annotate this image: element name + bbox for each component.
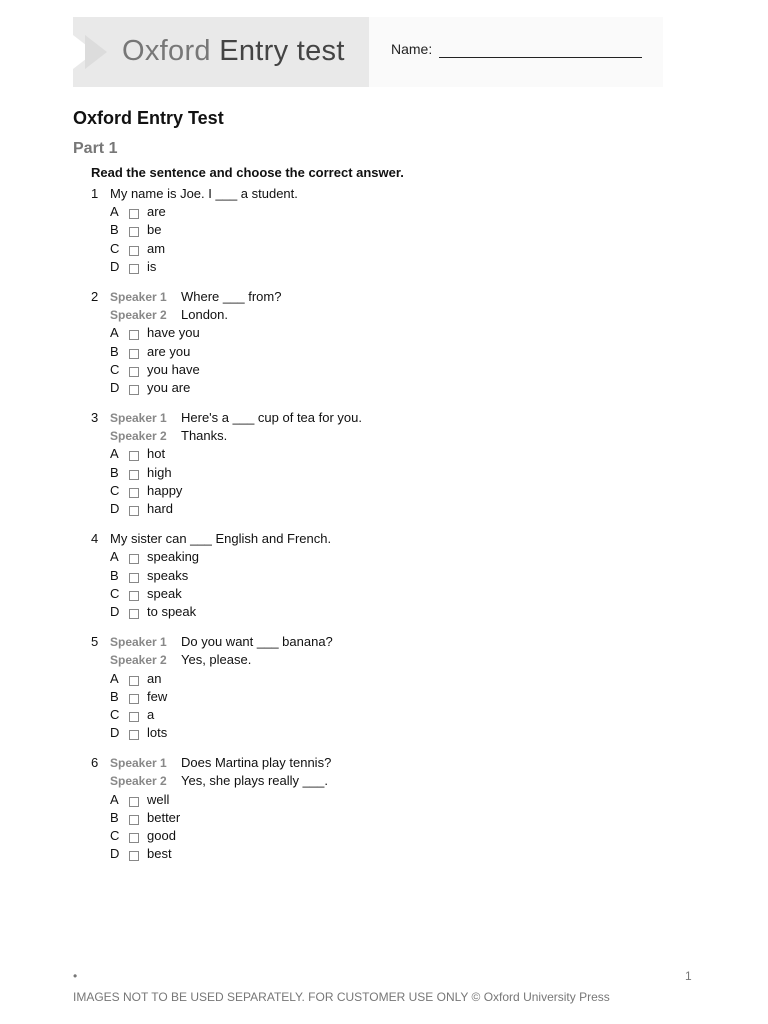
- option-checkbox[interactable]: [129, 246, 139, 256]
- answer-option[interactable]: [91, 548, 711, 566]
- option-letter: B: [110, 343, 119, 359]
- option-letter: B: [110, 222, 119, 238]
- question-line: [91, 288, 711, 306]
- answer-option[interactable]: [91, 827, 711, 845]
- answer-option[interactable]: [91, 379, 711, 397]
- option-letter: B: [110, 688, 119, 704]
- speaker-label: Speaker 1: [110, 289, 167, 304]
- option-letter: A: [110, 325, 119, 341]
- brand-banner: [73, 17, 369, 87]
- option-checkbox[interactable]: [129, 506, 139, 516]
- question-line: [91, 409, 711, 427]
- option-checkbox[interactable]: [129, 851, 139, 861]
- option-checkbox[interactable]: [129, 676, 139, 686]
- option-checkbox[interactable]: [129, 470, 139, 480]
- option-text: is: [147, 258, 157, 274]
- question-number: 5: [91, 634, 99, 650]
- speaker-line: London.: [181, 307, 228, 323]
- question-line: [91, 530, 711, 548]
- option-text: to speak: [147, 603, 197, 619]
- option-letter: D: [110, 258, 120, 274]
- answer-option[interactable]: [91, 361, 711, 379]
- option-checkbox[interactable]: [129, 609, 139, 619]
- answer-option[interactable]: [91, 688, 711, 706]
- option-letter: A: [110, 446, 119, 462]
- question-stem: My sister can ___ English and French.: [110, 531, 332, 547]
- question-item: [91, 288, 711, 397]
- answer-option[interactable]: [91, 203, 711, 221]
- option-letter: B: [110, 809, 119, 825]
- option-checkbox[interactable]: [129, 227, 139, 237]
- question-number: 1: [91, 186, 99, 201]
- question-number: 6: [91, 755, 99, 771]
- option-text: are: [147, 204, 166, 220]
- name-input-line[interactable]: [439, 57, 642, 58]
- part-heading: Part 1: [73, 140, 118, 157]
- question-line: [91, 185, 711, 203]
- answer-option[interactable]: [91, 258, 711, 276]
- question-number: 3: [91, 410, 99, 426]
- question-number: 4: [91, 531, 99, 547]
- question-line: [91, 754, 711, 772]
- option-text: a: [147, 706, 155, 722]
- question-item: [91, 185, 711, 276]
- option-text: hot: [147, 446, 166, 462]
- option-text: well: [147, 791, 170, 807]
- answer-option[interactable]: [91, 221, 711, 239]
- instruction-text: Read the sentence and choose the correct answer.: [91, 165, 404, 180]
- speaker-line: Yes, she plays really ___.: [181, 773, 328, 789]
- answer-option[interactable]: [91, 240, 711, 258]
- option-text: speak: [147, 585, 182, 601]
- option-letter: A: [110, 549, 119, 565]
- question-line: [91, 633, 711, 651]
- option-letter: A: [110, 791, 119, 807]
- question-item: [91, 633, 711, 742]
- option-checkbox[interactable]: [129, 209, 139, 219]
- speaker-label: Speaker 2: [110, 653, 167, 668]
- question-item: [91, 754, 711, 863]
- answer-option[interactable]: [91, 809, 711, 827]
- question-stem: My name is Joe. I ___ a student.: [110, 186, 298, 201]
- speaker-line: Do you want ___ banana?: [181, 634, 333, 650]
- answer-option[interactable]: [91, 567, 711, 585]
- option-checkbox[interactable]: [129, 815, 139, 825]
- option-text: good: [147, 828, 176, 843]
- name-label: Name:: [391, 41, 433, 57]
- page-title: Oxford Entry Test: [73, 108, 224, 128]
- option-letter: A: [110, 204, 119, 220]
- answer-option[interactable]: [91, 445, 711, 463]
- brand-title-part1: Oxford: [122, 35, 211, 67]
- answer-option[interactable]: [91, 464, 711, 482]
- question-item: [91, 530, 711, 621]
- answer-option[interactable]: [91, 343, 711, 361]
- footer-bullet: •: [73, 969, 78, 983]
- question-line: [91, 427, 711, 445]
- option-letter: C: [110, 828, 120, 843]
- answer-option[interactable]: [91, 706, 711, 724]
- option-checkbox[interactable]: [129, 349, 139, 359]
- speaker-label: Speaker 1: [110, 411, 167, 426]
- speaker-label: Speaker 2: [110, 774, 167, 789]
- speaker-line: Thanks.: [181, 428, 228, 444]
- option-text: have you: [147, 325, 200, 341]
- document-header: [73, 17, 663, 87]
- question-number: 2: [91, 288, 99, 304]
- option-checkbox[interactable]: [129, 712, 139, 722]
- option-letter: D: [110, 846, 120, 862]
- answer-option[interactable]: [91, 585, 711, 603]
- option-checkbox[interactable]: [129, 385, 139, 395]
- brand-title: [122, 33, 345, 69]
- option-text: speaks: [147, 567, 189, 583]
- speaker-label: Speaker 1: [110, 756, 167, 771]
- option-text: you are: [147, 379, 191, 395]
- answer-option[interactable]: [91, 500, 711, 518]
- speaker-label: Speaker 2: [110, 429, 167, 444]
- option-checkbox[interactable]: [129, 833, 139, 843]
- option-letter: C: [110, 706, 120, 722]
- option-letter: D: [110, 603, 120, 619]
- name-field-box: [369, 17, 663, 87]
- option-text: are you: [147, 343, 191, 359]
- option-checkbox[interactable]: [129, 730, 139, 740]
- brand-arrow-shadow-icon: [85, 35, 107, 69]
- option-text: better: [147, 809, 181, 825]
- page-number: 1: [685, 969, 692, 983]
- answer-option[interactable]: [91, 791, 711, 809]
- option-text: an: [147, 670, 162, 686]
- option-text: happy: [147, 482, 183, 498]
- option-text: hard: [147, 501, 174, 516]
- option-checkbox[interactable]: [129, 488, 139, 498]
- option-letter: C: [110, 585, 120, 601]
- option-letter: B: [110, 567, 119, 583]
- question-list: [91, 185, 711, 875]
- option-checkbox[interactable]: [129, 264, 139, 274]
- option-text: you have: [147, 361, 200, 377]
- question-item: [91, 409, 711, 518]
- speaker-label: Speaker 1: [110, 635, 167, 650]
- option-checkbox[interactable]: [129, 451, 139, 461]
- question-line: [91, 306, 711, 324]
- option-checkbox[interactable]: [129, 330, 139, 340]
- option-letter: C: [110, 361, 120, 377]
- option-text: lots: [147, 725, 168, 741]
- option-letter: D: [110, 725, 120, 741]
- option-checkbox[interactable]: [129, 797, 139, 807]
- option-text: best: [147, 846, 172, 862]
- option-letter: D: [110, 501, 120, 516]
- option-letter: C: [110, 482, 120, 498]
- option-checkbox[interactable]: [129, 367, 139, 377]
- speaker-label: Speaker 2: [110, 308, 167, 323]
- question-line: [91, 651, 711, 669]
- answer-option[interactable]: [91, 845, 711, 863]
- option-text: high: [147, 464, 172, 480]
- brand-title-part2: Entry test: [219, 35, 345, 67]
- option-letter: D: [110, 379, 120, 395]
- option-letter: A: [110, 670, 119, 686]
- speaker-line: Here's a ___ cup of tea for you.: [181, 410, 362, 426]
- answer-option[interactable]: [91, 603, 711, 621]
- option-text: be: [147, 222, 162, 238]
- answer-option[interactable]: [91, 724, 711, 742]
- option-checkbox[interactable]: [129, 591, 139, 601]
- question-line: [91, 772, 711, 790]
- answer-option[interactable]: [91, 324, 711, 342]
- option-letter: B: [110, 464, 119, 480]
- option-letter: C: [110, 240, 120, 256]
- option-text: am: [147, 240, 166, 256]
- option-checkbox[interactable]: [129, 694, 139, 704]
- option-text: few: [147, 688, 168, 704]
- option-checkbox[interactable]: [129, 554, 139, 564]
- speaker-line: Does Martina play tennis?: [181, 755, 332, 771]
- option-text: speaking: [147, 549, 200, 565]
- option-checkbox[interactable]: [129, 573, 139, 583]
- answer-option[interactable]: [91, 670, 711, 688]
- answer-option[interactable]: [91, 482, 711, 500]
- speaker-line: Yes, please.: [181, 652, 252, 668]
- footer-notice: IMAGES NOT TO BE USED SEPARATELY. FOR CUSTOMER USE ONLY © Oxford University Press: [73, 990, 610, 1004]
- speaker-line: Where ___ from?: [181, 288, 282, 304]
